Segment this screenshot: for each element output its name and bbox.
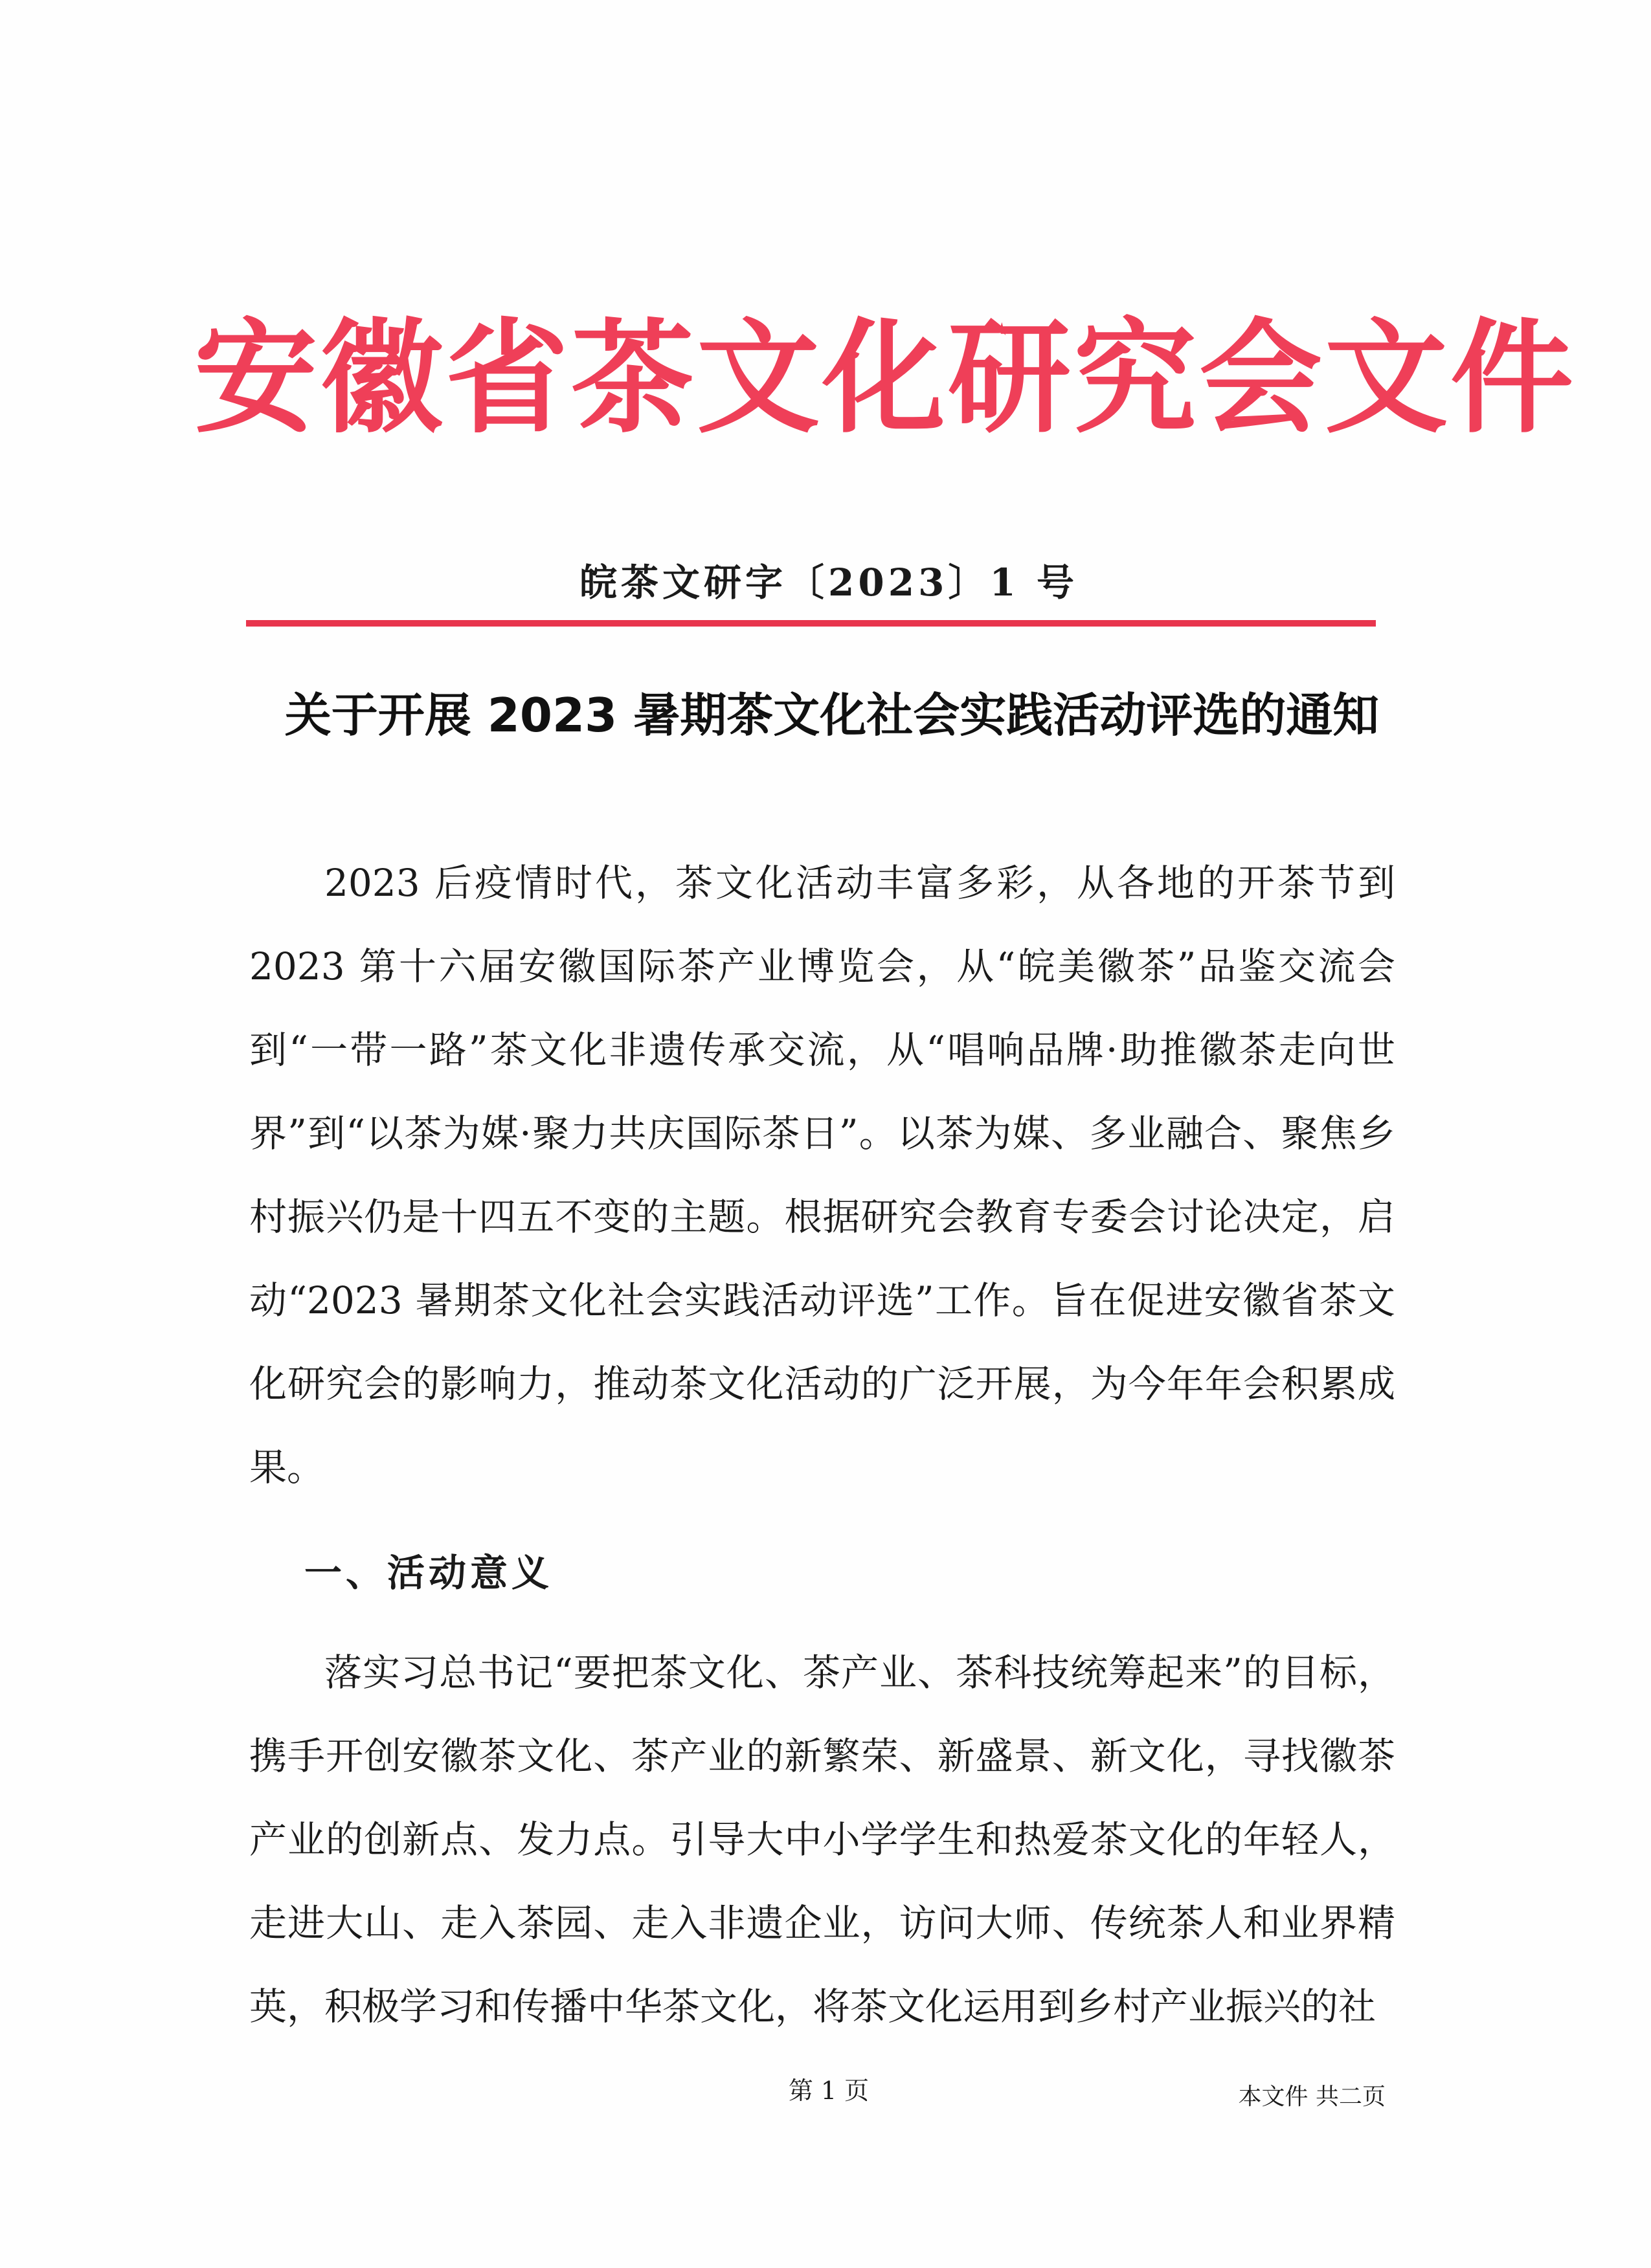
red-separator-rule — [246, 620, 1376, 627]
section-1-paragraph: 落实习总书记“要把茶文化、茶产业、茶科技统筹起来”的目标，携手开创安徽茶文化、茶产业的新繁荣、新盛景、新文化，寻找徽茶产业的创新点、发力点。引导大中小学学生和热爱茶文化的年轻人，走进大山、走入茶园、走入非遗企业，访问大师、传统茶人和业界精英，积极学习和传播中华茶文化，将茶文化运用到乡村产业振兴的社 — [249, 1651, 1395, 2029]
page-count: 本文件 共二页 — [1238, 2084, 1386, 2110]
document-number: 皖茶文研字〔2023〕1 号 — [579, 561, 1078, 605]
section-heading-activity-significance: 一、活动意义 — [304, 1551, 554, 1595]
page-number: 第 1 页 — [788, 2076, 870, 2105]
notice-title: 关于开展 2023 暑期茶文化社会实践活动评选的通知 — [284, 688, 1380, 742]
issuer-masthead: 安徽省茶文化研究会文件 — [194, 307, 1577, 450]
intro-paragraph: 2023 后疫情时代，茶文化活动丰富多彩，从各地的开茶节到 2023 第十六届安徽国际茶产业博览会，从“皖美徽茶”品鉴交流会到“一带一路”茶文化非遗传承交流，从“唱响品牌·助推徽茶走向世界”到“以茶为媒·聚力共庆国际茶日”。以茶为媒、多业融合、聚焦乡村振兴仍是十四五不变的主题。根据研究会教育专委会讨论决定，启动“2023 暑期茶文化社会实践活动评选”工作。旨在促进安徽省茶文化研究会的影响力，推动茶文化活动的广泛开展，为今年年会积累成果。 — [249, 861, 1395, 1489]
